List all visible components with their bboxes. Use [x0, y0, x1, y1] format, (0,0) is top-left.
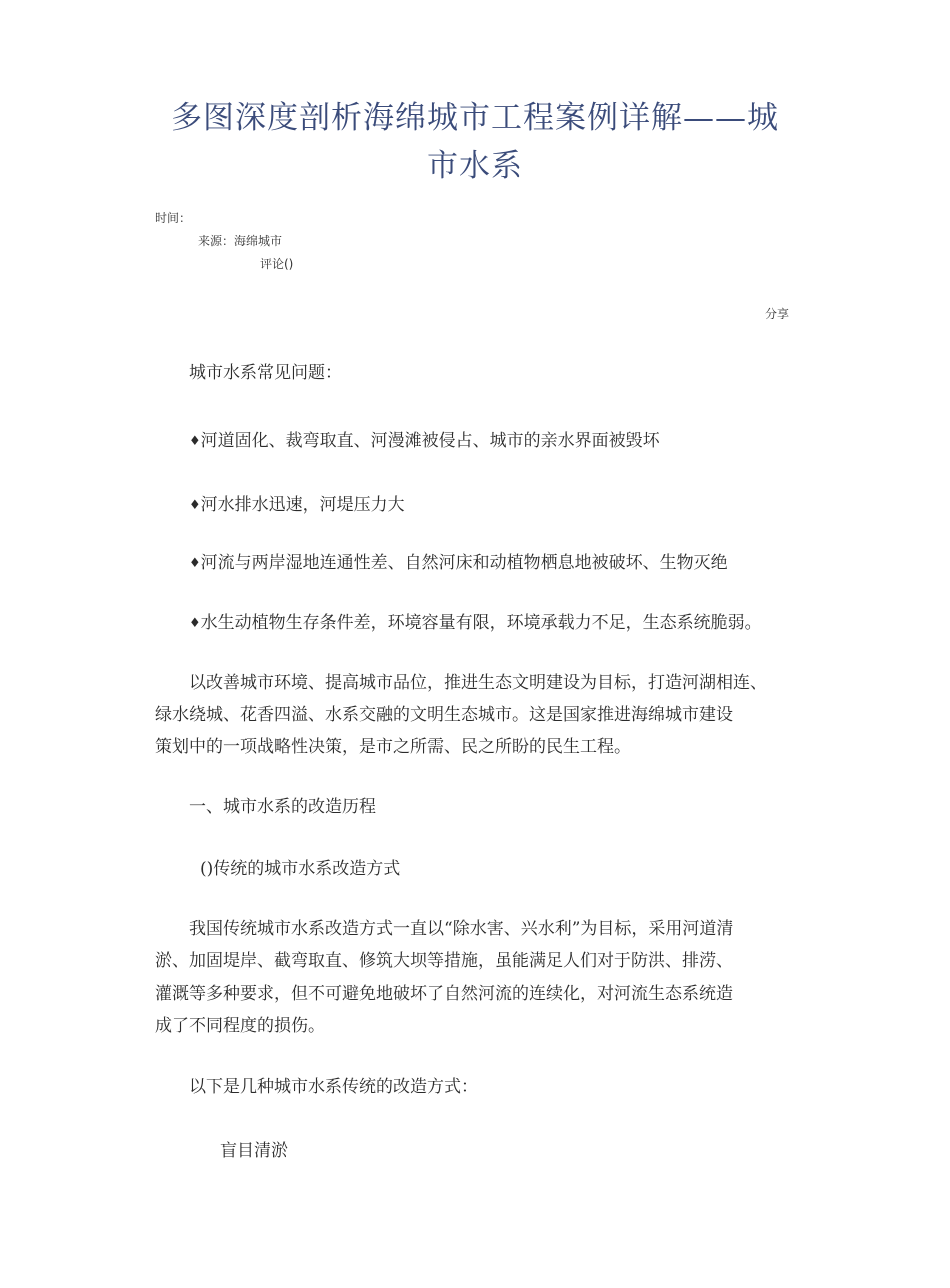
paragraph-line: 淤、加固堤岸、截弯取直、修筑大坝等措施，虽能满足人们对于防洪、排涝、 — [155, 951, 733, 971]
subsection-heading: ()传统的城市水系改造方式 — [200, 859, 401, 879]
paragraph-line: 以改善城市环境、提高城市品位，推进生态文明建设为目标，打造河湖相连、 — [189, 673, 767, 693]
paragraph-line: 灌溉等多种要求，但不可避免地破坏了自然河流的连续化，对河流生态系统造 — [155, 984, 733, 1004]
list-item — [189, 490, 405, 521]
publish-time: 时间： — [155, 211, 192, 225]
section-heading: 一、城市水系的改造历程 — [189, 797, 376, 817]
method-heading: 盲目清淤 — [220, 1141, 288, 1161]
paragraph-line: 我国传统城市水系改造方式一直以“除水害、兴水利”为目标，采用河道清 — [189, 919, 734, 939]
bullet-diamond-icon: ♦ — [189, 556, 201, 571]
bullet-diamond-icon: ♦ — [189, 434, 201, 449]
share-button[interactable]: 分享 — [765, 307, 790, 321]
bullet-diamond-icon: ♦ — [189, 616, 201, 631]
bullet-diamond-icon: ♦ — [189, 498, 201, 513]
title-line-2: 市水系 — [427, 148, 523, 184]
bullet-text: 河流与两岸湿地连通性差、自然河床和动植物栖息地被破坏、生物灭绝 — [200, 553, 728, 573]
comment-count-link[interactable]: 评论() — [260, 257, 294, 271]
paragraph-line: 绿水绕城、花香四溢、水系交融的文明生态城市。这是国家推进海绵城市建设 — [155, 705, 733, 725]
methods-intro: 以下是几种城市水系传统的改造方式： — [189, 1077, 478, 1097]
list-item — [189, 426, 660, 457]
list-item — [189, 608, 762, 639]
bullet-text: 河道固化、裁弯取直、河漫滩被侵占、城市的亲水界面被毁坏 — [200, 431, 660, 451]
paragraph-line: 策划中的一项战略性决策，是市之所需、民之所盼的民生工程。 — [155, 737, 631, 757]
bullet-text: 河水排水迅速，河堤压力大 — [200, 495, 405, 515]
article-source: 来源：海绵城市 — [198, 234, 283, 248]
list-item — [189, 548, 728, 579]
paragraph-line: 成了不同程度的损伤。 — [155, 1016, 325, 1036]
bullet-text: 水生动植物生存条件差，环境容量有限，环境承载力不足，生态系统脆弱。 — [200, 613, 762, 633]
title-line-1: 多图深度剖析海绵城市工程案例详解——城 — [171, 100, 779, 136]
problems-heading: 城市水系常见问题： — [189, 363, 342, 383]
